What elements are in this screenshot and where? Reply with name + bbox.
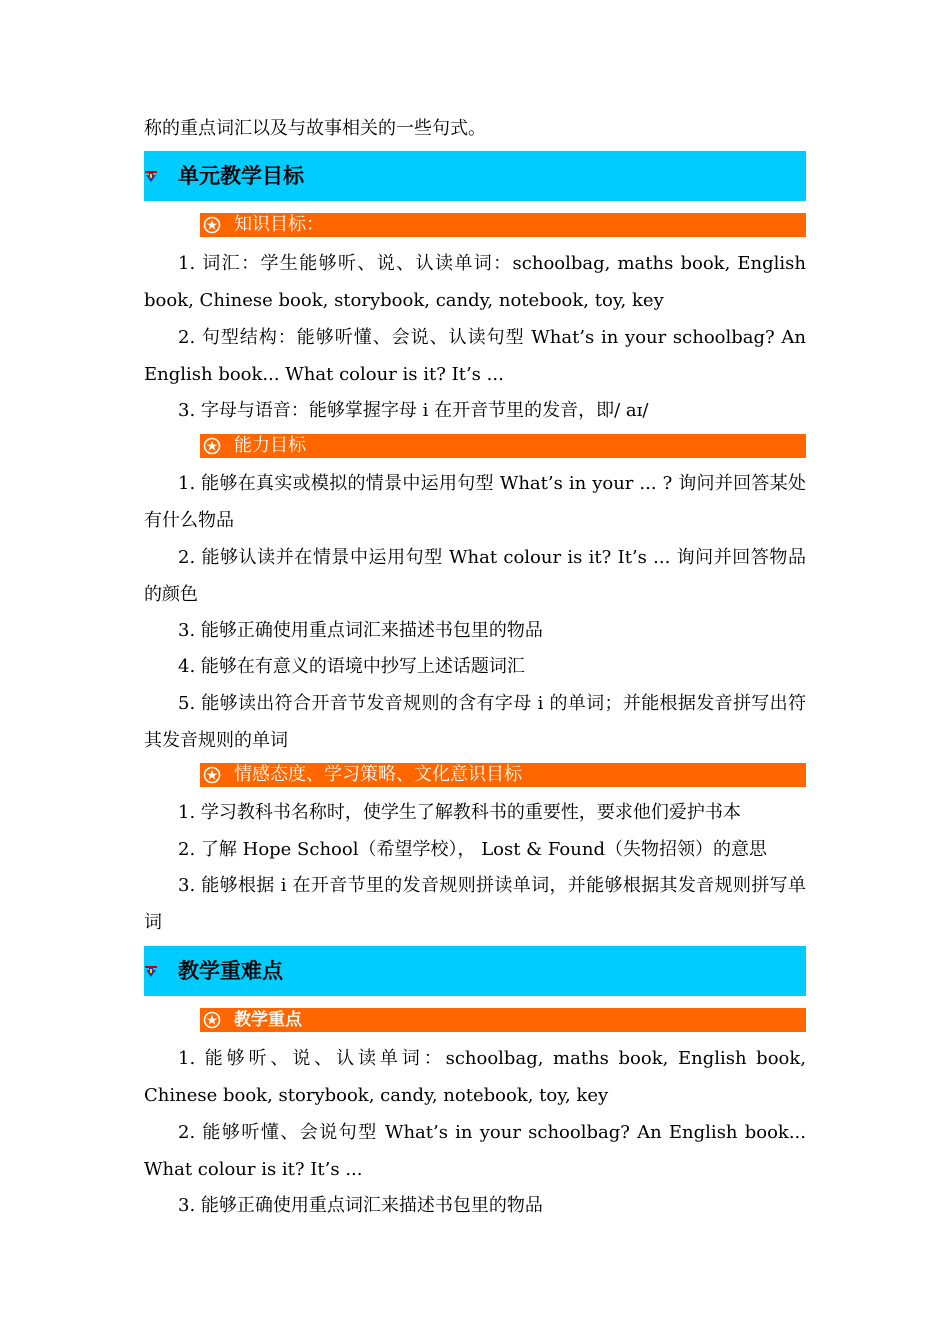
key-point-item-1: 1. 能够听、说、认读单词：schoolbag, maths book, English book, Chinese book, storybook, candy, notebook, toy, key <box>144 1048 806 1106</box>
star-circle-icon <box>203 766 221 784</box>
intro-line: 称的重点词汇以及与故事相关的一些句式。 <box>144 118 486 139</box>
subheading-knowledge <box>200 213 806 237</box>
star-circle-icon <box>203 437 221 455</box>
star-circle-icon <box>203 216 221 234</box>
ability-item-3: 3. 能够正确使用重点词汇来描述书包里的物品 <box>178 620 543 641</box>
affect-item-3: 3. 能够根据 i 在开音节里的发音规则拼读单词，并能够根据其发音规则拼写单词 <box>144 875 806 933</box>
section-title: 教学重难点 <box>178 959 283 983</box>
subheading-title: 教学重点 <box>234 1010 302 1030</box>
subheading-title: 能力目标 <box>234 435 306 456</box>
subheading-affect <box>200 763 806 787</box>
ability-item-5: 5. 能够读出符合开音节发音规则的含有字母 i 的单词；并能根据发音拼写出符其发音规则的单词 <box>144 693 806 751</box>
arrow-bullet-icon <box>144 169 158 183</box>
section-title: 单元教学目标 <box>178 164 304 188</box>
key-point-item-2: 2. 能够听懂、会说句型 What’s in your schoolbag? An English book... What colour is it? It’s ... <box>144 1122 806 1180</box>
subheading-key-points <box>200 1008 806 1032</box>
star-circle-icon <box>203 1011 221 1029</box>
affect-item-2: 2. 了解 Hope School（希望学校）， Lost & Found（失物招领）的意思 <box>178 839 767 860</box>
arrow-bullet-icon <box>144 964 158 978</box>
ability-item-2: 2. 能够认读并在情景中运用句型 What colour is it? It’s ... 询问并回答物品的颜色 <box>144 547 806 605</box>
subheading-title: 知识目标： <box>234 214 324 235</box>
knowledge-item-1: 1. 词汇：学生能够听、说、认读单词：schoolbag, maths book, English book, Chinese book, storybook, candy, notebook, toy, key <box>144 253 806 311</box>
knowledge-item-2: 2. 句型结构：能够听懂、会说、认读句型 What’s in your schoolbag? An English book... What colour is it? It’s ... <box>144 327 806 385</box>
ability-item-1: 1. 能够在真实或模拟的情景中运用句型 What’s in your ... ? 询问并回答某处有什么物品 <box>144 473 806 531</box>
subheading-title: 情感态度、学习策略、文化意识目标 <box>234 764 522 785</box>
section-heading-key-difficult <box>144 946 806 996</box>
key-point-item-3: 3. 能够正确使用重点词汇来描述书包里的物品 <box>178 1195 543 1216</box>
subheading-ability <box>200 434 806 458</box>
affect-item-1: 1. 学习教科书名称时，使学生了解教科书的重要性，要求他们爱护书本 <box>178 802 741 823</box>
knowledge-item-3: 3. 字母与语音：能够掌握字母 i 在开音节里的发音，即/ aɪ/ <box>178 400 649 421</box>
ability-item-4: 4. 能够在有意义的语境中抄写上述话题词汇 <box>178 656 525 677</box>
section-heading-goals <box>144 151 806 201</box>
